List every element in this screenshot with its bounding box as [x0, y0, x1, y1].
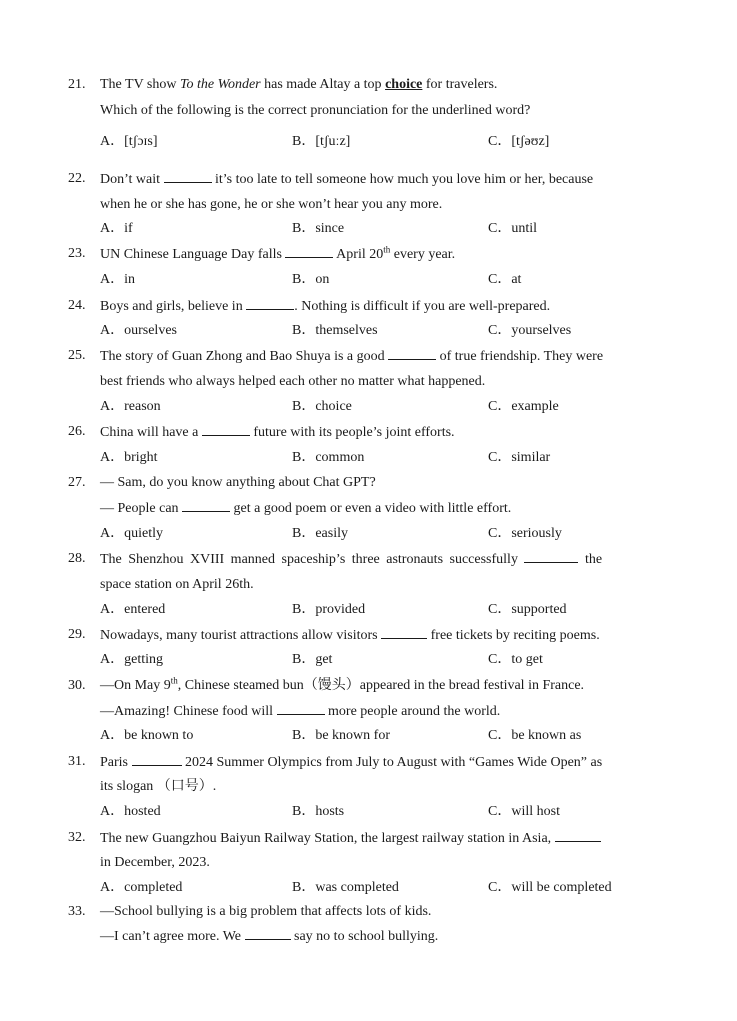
option-c[interactable]: C．to get	[488, 652, 543, 667]
option-c[interactable]: C．seriously	[488, 526, 562, 541]
question-stem-line2: best friends who always helped each other no matter what happened.	[100, 374, 486, 389]
question-stem-line2: when he or she has gone, he or she won’t hear you any more.	[100, 197, 443, 212]
question-stem: Don’t wait it’s too late to tell someone how much you love him or her, because	[100, 172, 594, 187]
question-stem: —On May 9th, Chinese steamed bun（馒头）appeared in the bread festival in France.	[100, 675, 585, 693]
option-c[interactable]: C．yourselves	[488, 323, 572, 338]
question-stem: Nowadays, many tourist attractions allow visitors free tickets by reciting poems.	[100, 628, 600, 643]
option-a[interactable]: A．quietly	[100, 526, 163, 541]
option-a[interactable]: A．if	[100, 221, 133, 236]
question-number: 29.	[68, 627, 86, 642]
option-b[interactable]: B．[tʃuːz]	[292, 134, 351, 149]
option-c[interactable]: C．[tʃəʊz]	[488, 134, 550, 149]
option-b[interactable]: B．on	[292, 272, 330, 287]
question-stem: —School bullying is a big problem that affects lots of kids.	[100, 904, 432, 919]
option-a[interactable]: A．[tʃɔɪs]	[100, 134, 158, 149]
question-stem-line2: —Amazing! Chinese food will more people around the world.	[100, 704, 501, 719]
option-a[interactable]: A．hosted	[100, 804, 161, 819]
question-number: 30.	[68, 678, 86, 693]
option-b[interactable]: B．be known for	[292, 728, 390, 743]
option-b[interactable]: B．choice	[292, 399, 352, 414]
question-stem-line2: — People can get a good poem or even a video with little effort.	[100, 501, 512, 516]
answer-blank[interactable]	[132, 753, 182, 766]
question-number: 22.	[68, 171, 86, 186]
option-c[interactable]: C．until	[488, 221, 538, 236]
answer-blank[interactable]	[202, 423, 250, 436]
underlined-word: choice	[385, 77, 423, 92]
question-stem: The new Guangzhou Baiyun Railway Station, the largest railway station in Asia,	[100, 829, 601, 848]
question-stem: UN Chinese Language Day falls April 20th every year.	[100, 244, 456, 262]
option-b[interactable]: B．hosts	[292, 804, 345, 819]
question-stem: Paris 2024 Summer Olympics from July to August with “Games Wide Open” as	[100, 755, 603, 770]
question-stem-line2: in December, 2023.	[100, 855, 210, 870]
option-c[interactable]: C．supported	[488, 602, 567, 617]
option-a[interactable]: A．be known to	[100, 728, 194, 743]
option-b[interactable]: B．themselves	[292, 323, 378, 338]
question-number: 27.	[68, 475, 86, 490]
option-a[interactable]: A．getting	[100, 652, 163, 667]
question-stem-line2: space station on April 26th.	[100, 577, 254, 592]
option-a[interactable]: A．ourselves	[100, 323, 177, 338]
question-stem-line2: —I can’t agree more. We say no to school bullying.	[100, 929, 439, 944]
question-number: 28.	[68, 551, 86, 566]
show-title: To the Wonder	[179, 77, 261, 92]
question-stem: — Sam, do you know anything about Chat GPT?	[100, 475, 376, 490]
question-stem-line2: Which of the following is the correct pronunciation for the underlined word?	[100, 103, 531, 118]
answer-blank[interactable]	[246, 297, 294, 310]
option-c[interactable]: C．will host	[488, 804, 560, 819]
question-number: 25.	[68, 348, 86, 363]
answer-blank[interactable]	[277, 702, 325, 715]
answer-blank[interactable]	[524, 550, 578, 563]
option-b[interactable]: B．provided	[292, 602, 366, 617]
option-c[interactable]: C．be known as	[488, 728, 582, 743]
option-a[interactable]: A．in	[100, 272, 135, 287]
question-stem: The TV show To the Wonder has made Altay a top choice for travelers.	[100, 77, 498, 92]
answer-blank[interactable]	[182, 499, 230, 512]
question-stem: China will have a future with its people’s joint efforts.	[100, 425, 455, 440]
option-a[interactable]: A．reason	[100, 399, 161, 414]
option-c[interactable]: C．at	[488, 272, 522, 287]
question-number: 31.	[68, 754, 86, 769]
question-number: 24.	[68, 298, 86, 313]
question-stem-line2: its slogan （口号）.	[100, 779, 217, 794]
question-number: 32.	[68, 830, 86, 845]
question-stem: The Shenzhou XVIII manned spaceship’s three astronauts successfully the	[100, 552, 603, 567]
answer-blank[interactable]	[381, 626, 427, 639]
option-b[interactable]: B．get	[292, 652, 333, 667]
option-c[interactable]: C．similar	[488, 450, 551, 465]
option-a[interactable]: A．entered	[100, 602, 166, 617]
question-number: 21.	[68, 77, 86, 92]
answer-blank[interactable]	[164, 170, 212, 183]
question-number: 23.	[68, 246, 86, 261]
answer-blank[interactable]	[245, 927, 291, 940]
answer-blank[interactable]	[555, 829, 601, 842]
answer-blank[interactable]	[285, 245, 333, 258]
option-c[interactable]: C．example	[488, 399, 559, 414]
question-number: 33.	[68, 904, 86, 919]
question-number: 26.	[68, 424, 86, 439]
option-b[interactable]: B．easily	[292, 526, 348, 541]
option-b[interactable]: B．common	[292, 450, 365, 465]
question-stem: Boys and girls, believe in . Nothing is difficult if you are well-prepared.	[100, 299, 551, 314]
option-b[interactable]: B．since	[292, 221, 345, 236]
option-a[interactable]: A．bright	[100, 450, 158, 465]
option-c[interactable]: C．will be completed	[488, 880, 612, 895]
answer-blank[interactable]	[388, 347, 436, 360]
option-b[interactable]: B．was completed	[292, 880, 399, 895]
question-stem: The story of Guan Zhong and Bao Shuya is a good of true friendship. They were	[100, 349, 604, 364]
option-a[interactable]: A．completed	[100, 880, 183, 895]
